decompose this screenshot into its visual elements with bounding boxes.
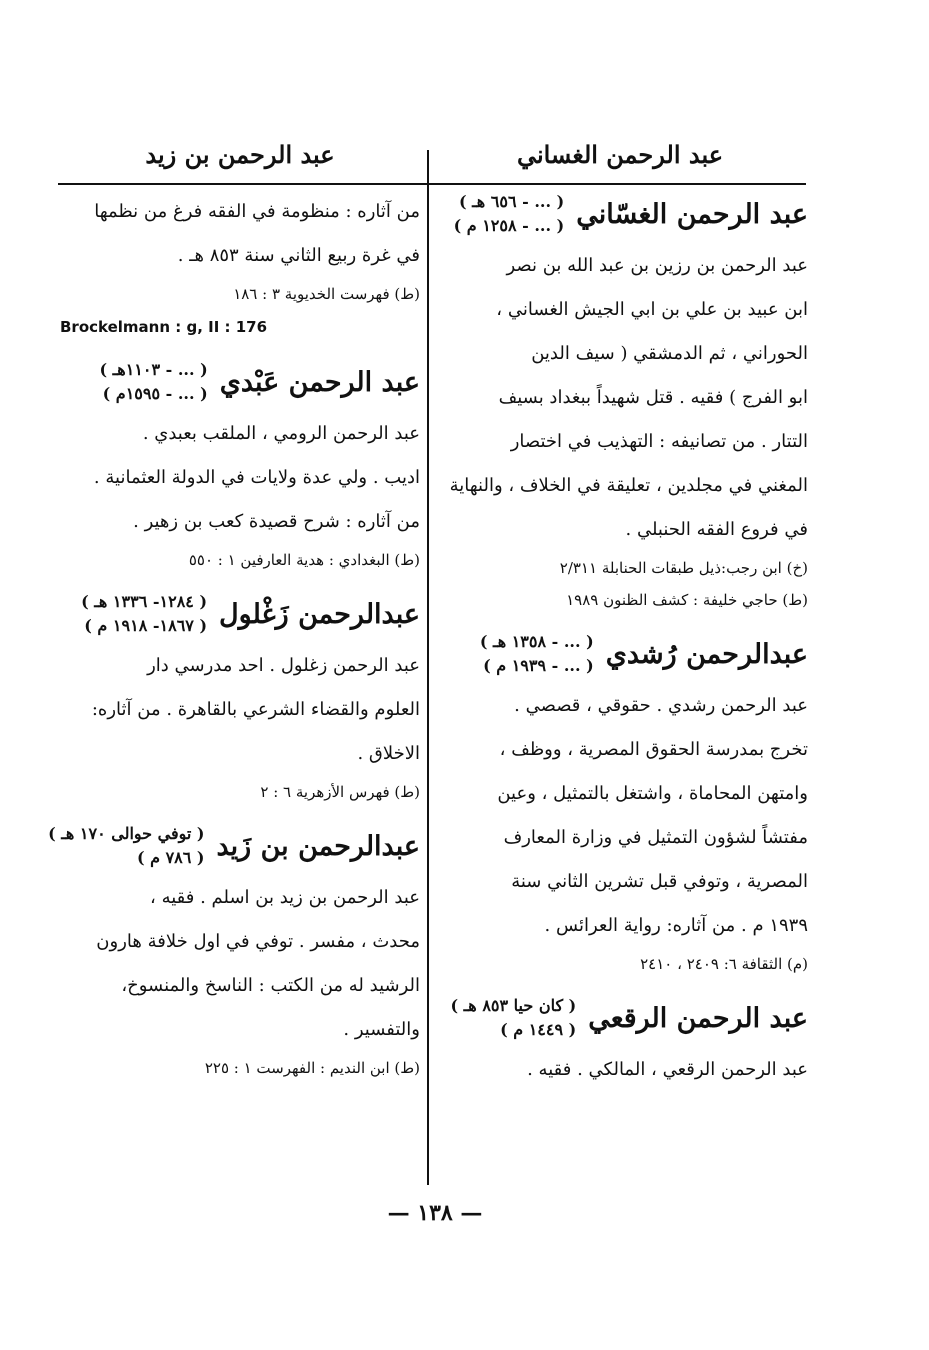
entry-body <box>438 1048 808 1092</box>
entry-dates <box>450 994 576 1042</box>
body-line: الرشيد له من الكتب : الناسخ والمنسوخ، <box>121 975 420 996</box>
date-hijri: ( توفي حوالى ١٧٠ هـ ) <box>48 824 205 843</box>
body-line: الاخلاق . <box>357 743 420 764</box>
entry-ghassani <box>438 190 808 616</box>
reference: (ط) حاجي خليفة : كشف الظنون ١٩٨٩ <box>566 591 808 609</box>
body-line: المغني في مجلدين ، تعليقة في الخلاف ، والنهاية <box>449 475 808 496</box>
body-line: عبد الرحمن بن رزين بن عبد الله بن نصر <box>506 255 808 276</box>
reference: (ط) فهرس الأزهرية ٦ : ٢ <box>260 783 420 801</box>
entry-body <box>438 684 808 948</box>
body-line: المصرية ، وتوفي قبل تشرين الثاني سنة <box>511 871 808 892</box>
date-gregorian: ( ... - ١٩٣٩ م ) <box>483 656 594 675</box>
body-line: تخرج بمدرسة الحقوق المصرية ، ووظف ، <box>499 739 808 760</box>
body-line: عبد الرحمن الرقعي ، المالكي . فقيه . <box>527 1059 808 1080</box>
body-line: في غرة ربيع الثاني سنة ٨٥٣ هـ . <box>177 245 420 266</box>
body-line: والتفسير . <box>343 1019 420 1040</box>
entry-name: عبدالرحمن بن زَيد <box>216 830 420 862</box>
entry-name: عبدالرحمن رُشدي <box>605 638 808 670</box>
header-right-title: عبد الرحمن الغساني <box>516 140 724 169</box>
entry-rushdi <box>438 630 808 980</box>
body-line: من آثاره : منظومة في الفقه فرغ من نظمها <box>94 201 420 222</box>
entry-name: عبد الرحمن عَبْدي <box>219 366 420 398</box>
reference: (ط) ابن النديم : الفهرست ١ : ٢٢٥ <box>204 1059 420 1077</box>
entry-dates <box>81 590 207 638</box>
entry-body <box>60 876 420 1052</box>
date-gregorian: ( ٧٨٦ م ) <box>136 848 205 867</box>
entry-dates <box>454 190 565 238</box>
entry-name: عبدالرحمن زَغْلول <box>219 598 420 630</box>
reference: (م) الثقافة ٦: ٢٤٠٩ ، ٢٤١٠ <box>640 955 808 973</box>
body-line: ١٩٣٩ م . من آثاره: رواية العرائس . <box>544 915 808 936</box>
entry-body <box>60 644 420 776</box>
body-line: الحوراني ، ثم الدمشقي ( سيف الدين <box>531 343 808 364</box>
entry-dates <box>48 822 204 870</box>
entry-body <box>60 412 420 544</box>
reference: (ط) البغدادي : هدية العارفين ١ : ٥٥٠ <box>188 551 420 569</box>
page-number: — ١٣٨ — <box>387 1200 483 1226</box>
reference: (ط) فهرست الخديوية ٣ : ١٨٦ <box>233 285 420 303</box>
date-hijri: ( ... - ١٣٥٨ هـ ) <box>479 632 594 651</box>
body-line: من آثاره : شرح قصيدة كعب بن زهير . <box>133 511 420 532</box>
body-line: عبد الرحمن رشدي . حقوقي ، قصصي . <box>514 695 808 716</box>
body-line: التتار . من تصانيفه : التهذيب في اختصار <box>510 431 808 452</box>
body-line: عبد الرحمن الرومي ، الملقب بعبدي . <box>142 423 420 444</box>
entry-name: عبد الرحمن الغسّاني <box>576 198 808 230</box>
entry-continuation <box>60 190 420 344</box>
date-gregorian: ( ١٤٤٩ م ) <box>500 1020 577 1039</box>
entry-body <box>438 244 808 552</box>
date-gregorian: ( ١٨٦٧- ١٩١٨ م ) <box>84 616 208 635</box>
body-line: مفتشاً لشؤون التمثيل في وزارة المعارف <box>503 827 808 848</box>
column-divider <box>427 150 429 1185</box>
date-hijri: ( كان حيا ٨٥٣ هـ ) <box>450 996 577 1015</box>
date-hijri: ( ١٢٨٤- ١٣٣٦ هـ ) <box>81 592 208 611</box>
date-gregorian: ( ... - ١٢٥٨ م ) <box>453 216 565 235</box>
entry-ruqi <box>438 994 808 1092</box>
header-left-title: عبد الرحمن بن زيد <box>145 140 335 169</box>
entry-heading <box>60 358 420 406</box>
body-line: عبد الرحمن بن زيد بن اسلم . فقيه ، <box>150 887 420 908</box>
entry-heading <box>438 994 808 1042</box>
header-rule <box>58 183 806 185</box>
entry-heading <box>60 590 420 638</box>
body-line: محدث ، مفسر . توفي في اول خلافة هارون <box>96 931 420 952</box>
entry-zaghlul <box>60 590 420 808</box>
body-line: اديب . ولي عدة ولايات في الدولة العثمانية . <box>93 467 420 488</box>
reference: (خ) ابن رجب:ذيل طبقات الحنابلة ٢/٣١١ <box>559 559 808 577</box>
entry-body <box>60 190 420 278</box>
body-line: عبد الرحمن زغلول . احد مدرسي دار <box>147 655 420 676</box>
entry-heading <box>438 630 808 678</box>
entry-dates <box>480 630 594 678</box>
date-hijri: ( ... - ١١٠٣هـ ) <box>99 360 208 379</box>
body-line: العلوم والقضاء الشرعي بالقاهرة . من آثاره: <box>91 699 420 720</box>
right-column <box>438 190 808 1106</box>
body-line: في فروع الفقه الحنبلي . <box>625 519 808 540</box>
left-column <box>48 190 420 1098</box>
entry-heading <box>48 822 420 870</box>
entry-abdi <box>60 358 420 576</box>
body-line: ابن عبيد بن علي بن ابي الجيش الغساني ، <box>496 299 808 320</box>
entry-name: عبد الرحمن الرقعي <box>588 1002 808 1034</box>
entry-heading <box>438 190 808 238</box>
date-hijri: ( ... - ٦٥٦ هـ ) <box>458 192 565 211</box>
date-gregorian: ( ... - ١٥٩٥م ) <box>102 384 208 403</box>
reference-latin: Brockelmann : g, II : 176 <box>60 318 268 336</box>
entry-ibn-zayd <box>48 822 420 1084</box>
body-line: وامتهن المحاماة ، واشتغل بالتمثيل ، وعين <box>497 783 808 804</box>
entry-dates <box>99 358 207 406</box>
body-line: ابو الفرج ) فقيه . قتل شهيداً ببغداد بسيف <box>498 387 808 408</box>
